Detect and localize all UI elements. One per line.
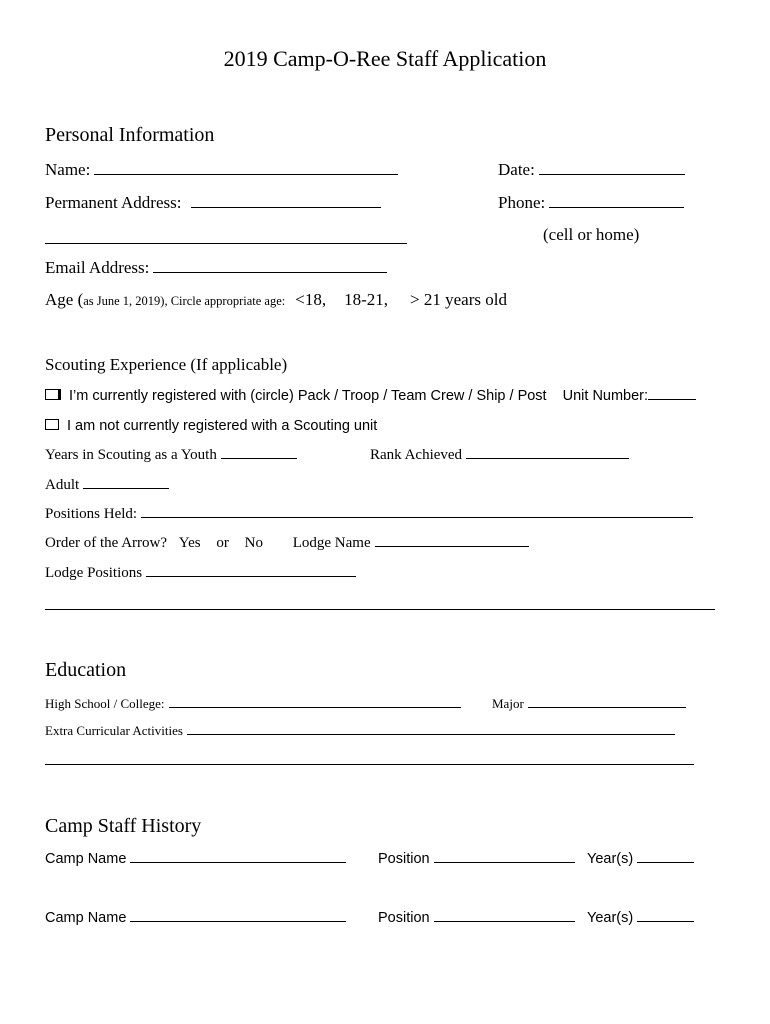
positions-label: Positions Held:	[45, 506, 138, 522]
not-registered-checkbox[interactable]	[45, 419, 59, 430]
not-registered-row	[45, 418, 377, 434]
registered-text: I’m currently registered with (circle) Pack / Troop / Team Crew / Ship / Post	[69, 388, 547, 404]
youth-years-field[interactable]	[221, 457, 297, 459]
position-label: Position	[378, 851, 430, 867]
history-years	[587, 910, 694, 926]
years-field[interactable]	[637, 861, 694, 863]
school-label: High School / College:	[45, 696, 165, 711]
section-heading-history: Camp Staff History	[45, 815, 202, 837]
rank-label: Rank Achieved	[370, 447, 463, 463]
school-field[interactable]	[169, 706, 461, 708]
age-option-18-21[interactable]: 18-21,	[344, 290, 389, 309]
history-position	[378, 910, 575, 926]
registered-row	[45, 388, 696, 404]
age-option-over-21[interactable]: > 21 years old	[410, 290, 507, 309]
history-row	[45, 851, 346, 867]
age-option-under-18[interactable]: <18,	[295, 290, 327, 309]
position-label: Position	[378, 910, 430, 926]
camp-name-label: Camp Name	[45, 851, 127, 867]
rank-field[interactable]	[466, 457, 629, 459]
major-row	[492, 696, 686, 712]
oa-no-option[interactable]: No	[244, 535, 263, 551]
date-field[interactable]	[539, 173, 685, 175]
years-field[interactable]	[637, 920, 694, 922]
history-years	[587, 851, 694, 867]
adult-row	[45, 477, 169, 494]
page-title: 2019 Camp-O-Ree Staff Application	[223, 46, 547, 71]
position-field[interactable]	[434, 920, 575, 922]
lodge-positions-field-line2[interactable]	[45, 609, 715, 610]
camp-name-label: Camp Name	[45, 910, 127, 926]
school-row	[45, 696, 461, 712]
years-label: Year(s)	[587, 851, 634, 867]
section-heading-education: Education	[45, 659, 127, 681]
history-row	[45, 910, 346, 926]
lodge-positions-row	[45, 565, 356, 582]
youth-years-label: Years in Scouting as a Youth	[45, 447, 217, 463]
email-label: Email Address:	[45, 258, 150, 277]
name-row	[45, 160, 398, 180]
activities-row	[45, 723, 675, 739]
date-row	[498, 160, 685, 180]
major-label: Major	[492, 696, 524, 711]
camp-name-field[interactable]	[130, 861, 346, 863]
oa-label: Order of the Arrow?	[45, 535, 168, 551]
age-note: as June 1, 2019), Circle appropriate age:	[83, 294, 286, 308]
rank-row	[370, 447, 629, 464]
name-label: Name:	[45, 160, 91, 179]
phone-row	[498, 193, 684, 213]
registered-checkbox[interactable]	[45, 389, 61, 400]
section-heading-personal: Personal Information	[45, 124, 215, 146]
section-heading-scouting: Scouting Experience (If applicable)	[45, 355, 288, 374]
activities-field-line2[interactable]	[45, 764, 694, 765]
activities-field[interactable]	[187, 733, 675, 735]
phone-field[interactable]	[549, 206, 684, 208]
address-field[interactable]	[191, 206, 381, 208]
age-label: Age (	[45, 290, 84, 309]
email-field[interactable]	[153, 271, 387, 273]
name-field[interactable]	[94, 173, 398, 175]
adult-years-field[interactable]	[83, 487, 169, 489]
unit-number-field[interactable]	[648, 398, 696, 400]
address-label: Permanent Address:	[45, 193, 182, 212]
lodge-name-label: Lodge Name	[292, 535, 371, 551]
unit-number-label: Unit Number:	[562, 388, 649, 404]
age-row	[45, 290, 507, 310]
adult-label: Adult	[45, 477, 80, 493]
position-field[interactable]	[434, 861, 575, 863]
oa-row	[45, 535, 529, 552]
address-field-line2[interactable]	[45, 243, 407, 244]
lodge-positions-field[interactable]	[146, 575, 356, 577]
positions-field[interactable]	[141, 516, 693, 518]
not-registered-text: I am not currently registered with a Scouting unit	[67, 418, 378, 434]
lodge-name-field[interactable]	[375, 545, 529, 547]
camp-name-field[interactable]	[130, 920, 346, 922]
years-label: Year(s)	[587, 910, 634, 926]
positions-row	[45, 506, 693, 523]
address-row	[45, 193, 381, 213]
activities-label: Extra Curricular Activities	[45, 723, 183, 738]
oa-or-text: or	[216, 535, 229, 551]
oa-yes-option[interactable]: Yes	[178, 535, 201, 551]
youth-years-row	[45, 447, 297, 464]
history-position	[378, 851, 575, 867]
major-field[interactable]	[528, 706, 686, 708]
cell-note: (cell or home)	[543, 225, 640, 244]
date-label: Date:	[498, 160, 535, 179]
email-row	[45, 258, 387, 278]
phone-label: Phone:	[498, 193, 546, 212]
lodge-positions-label: Lodge Positions	[45, 565, 143, 581]
